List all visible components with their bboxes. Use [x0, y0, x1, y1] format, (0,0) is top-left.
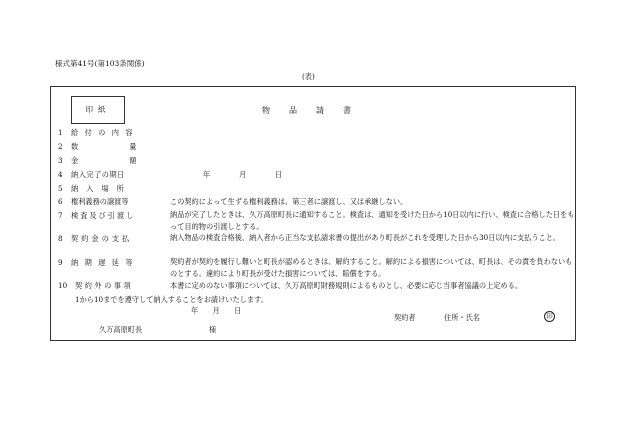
item-number: 3	[58, 156, 63, 165]
stamp-label: 印紙	[85, 105, 111, 115]
addressee-honorific: 様	[209, 325, 217, 334]
item-number: 5	[58, 184, 63, 193]
item-label: 金額	[71, 156, 188, 165]
item-label: 給付の内容	[71, 128, 139, 137]
item-text: 納品が完了したときは、久万高原町長に通知すること。検査は、通知を受けた日から10日以内に行い、検査に合格した日をもって目的物の引渡しとする。	[170, 210, 575, 231]
item-number: 2	[58, 142, 63, 151]
seal-glyph: 印	[546, 312, 553, 321]
item-label: 検査及び引渡し	[71, 211, 136, 220]
item-label: 契約外の事項	[75, 281, 134, 290]
item-label: 納入完了の期日	[71, 170, 125, 179]
item-label: 数量	[71, 142, 188, 151]
form-number: 様式第41号(第103条関係)	[55, 59, 145, 68]
item-number: 6	[58, 197, 63, 206]
address-name-label: 住所・氏名	[444, 313, 480, 322]
item-label: 契約金の支払	[71, 234, 133, 243]
item-label: 納入場所	[71, 184, 132, 193]
signing-date: 年 月 日	[191, 306, 242, 315]
item-text: 納入物品の検査合格後、納入者から正当な支払請求書の提出があり町長がこれを受理した日から30日以内に支払うこと。	[170, 233, 561, 242]
addressee: 久万高原町長	[99, 325, 143, 334]
item-number: 10	[58, 281, 68, 290]
item-number: 1	[58, 128, 63, 137]
seal-mark	[544, 311, 555, 322]
item-label: 納期遅延等	[71, 258, 139, 267]
item-label: 権利義務の譲渡等	[71, 197, 129, 206]
item-text: 契約者が契約を履行し難いと町長が認めるときは、解約すること。解約による損害については、町長は、その責を負わないものとする。違約により町長が受けた損害については、賠償をする。	[170, 257, 573, 278]
contractor-label: 契約者	[394, 313, 416, 322]
acceptance-statement: 1から10までを遵守して納入することをお請けいたします。	[75, 295, 268, 304]
item-text-date: 年 月 日	[203, 170, 283, 179]
item-number: 9	[58, 258, 63, 267]
sheet-side-label: (表)	[302, 72, 315, 81]
form-title: 物品請書	[262, 106, 370, 115]
item-number: 8	[58, 234, 63, 243]
item-text: この契約によって生ずる権利義務は、第三者に譲渡し、又は承継しない。	[170, 197, 408, 206]
revenue-stamp-box	[71, 96, 125, 124]
item-number: 7	[58, 211, 63, 220]
item-text: 本書に定めのない事項については、久万高原町財務規則によるものとし、必要に応じ当事者協議の上定める。	[170, 281, 523, 290]
item-number: 4	[58, 170, 63, 179]
